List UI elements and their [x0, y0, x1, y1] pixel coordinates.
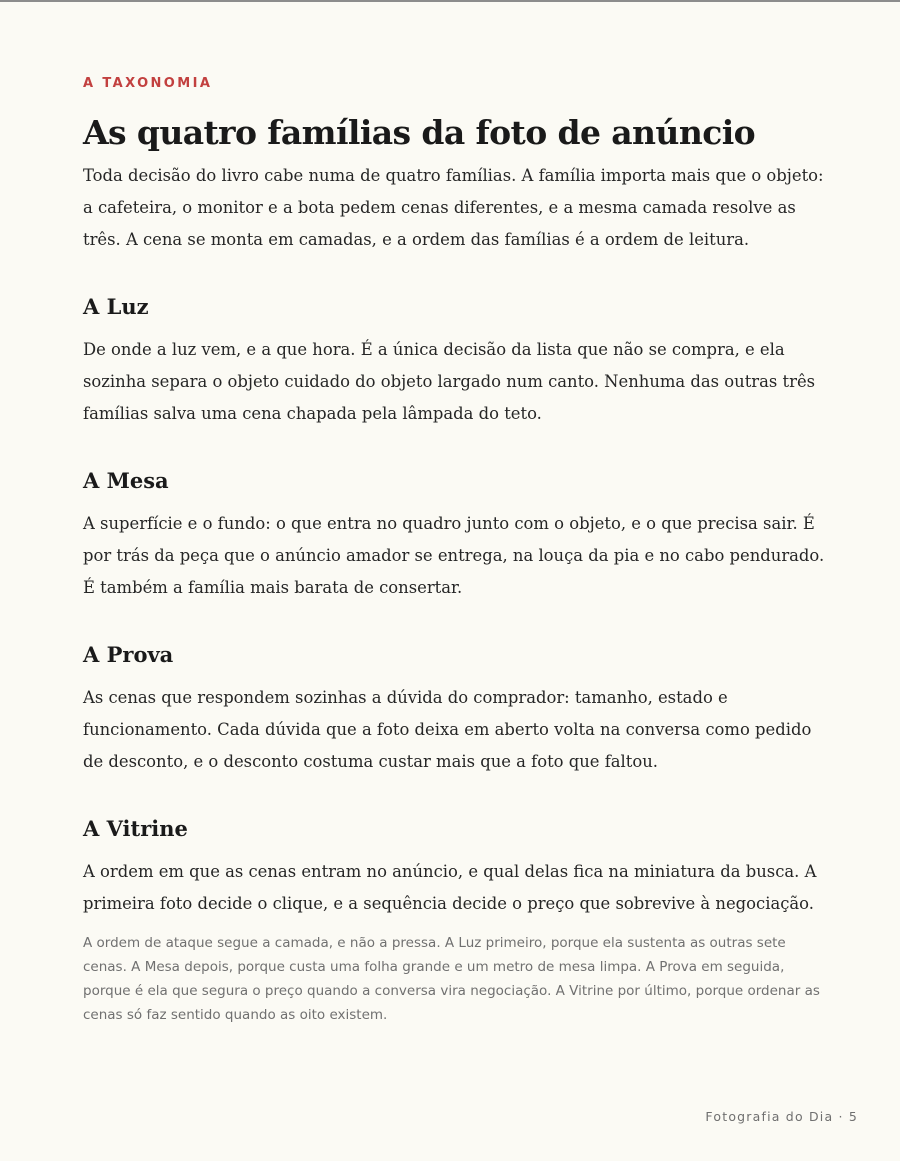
section-body: De onde a luz vem, e a que hora. É a única decisão da lista que não se compra, e ela sozinha separa o objeto cuidado do objeto largado num canto. Nenhuma das outras três famílias salva uma cena chapada pela lâmpada do teto. — [83, 340, 816, 423]
page-footer: Fotografia do Dia · 5 — [705, 1109, 858, 1124]
section-mesa — [83, 466, 828, 604]
section-heading: A Prova — [83, 642, 174, 667]
section-prova — [83, 640, 828, 778]
section-heading: A Mesa — [83, 468, 169, 493]
section-luz — [83, 292, 828, 430]
section-heading: A Luz — [83, 294, 149, 319]
page-content — [83, 75, 828, 1027]
section-eyebrow: A TAXONOMIA — [83, 76, 213, 91]
section-body: As cenas que respondem sozinhas a dúvida do comprador: tamanho, estado e funcionamento. Cada dúvida que a foto deixa em aberto volta na conversa como pedido de desconto, e o desconto costuma custar mais que a foto que faltou. — [83, 688, 812, 771]
page-title: As quatro famílias da foto de anúncio — [83, 113, 756, 152]
section-vitrine — [83, 814, 828, 920]
section-body: A ordem em que as cenas entram no anúncio, e qual delas fica na miniatura da busca. A primeira foto decide o clique, e a sequência decide o preço que sobrevive à negociação. — [83, 862, 817, 913]
intro-paragraph: Toda decisão do livro cabe numa de quatro famílias. A família importa mais que o objeto: a cafeteira, o monitor e a bota pedem cenas diferentes, e a mesma camada resolve as três. A cena se monta em camadas, e a ordem das famílias é a ordem de leitura. — [83, 166, 824, 249]
section-heading: A Vitrine — [83, 816, 188, 841]
closing-note: A ordem de ataque segue a camada, e não a pressa. A Luz primeiro, porque ela sustenta as outras sete cenas. A Mesa depois, porque custa uma folha grande e um metro de mesa limpa. A Prova em seguida, porque é ela que segura o preço quando a conversa vira negociação. A Vitrine por último, porque ordenar as cenas só faz sentido quando as oito existem. — [83, 935, 820, 1023]
section-body: A superfície e o fundo: o que entra no quadro junto com o objeto, e o que precisa sair. É por trás da peça que o anúncio amador se entrega, na louça da pia e no cabo pendurado. É também a família mais barata de consertar. — [83, 514, 825, 597]
